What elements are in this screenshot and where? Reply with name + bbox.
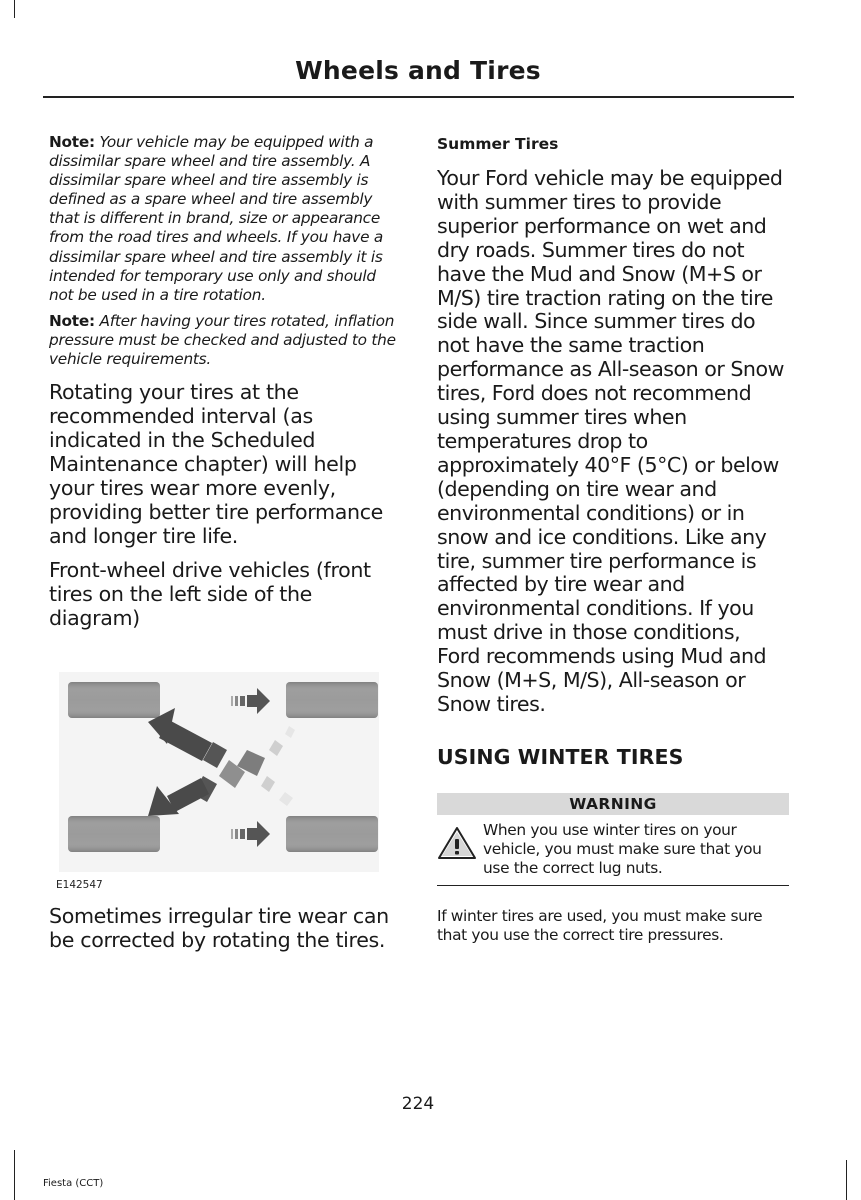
footer-model: Fiesta (CCT) — [43, 1178, 104, 1189]
rotation-paragraph: Rotating your tires at the recommended interval (as indicated in the Scheduled Maintenance chapter) will help your tires wear more evenly, providing better tire performance and longer tire life. — [49, 380, 383, 548]
left-column — [49, 133, 403, 642]
note-label: Note: — [49, 311, 95, 330]
tire-rear-left — [286, 682, 378, 718]
winter-tire-pressure-paragraph: If winter tires are used, you must make sure that you use the correct tire pressures. — [437, 906, 763, 945]
crop-mark-top-left — [14, 0, 15, 18]
tire-front-right — [68, 816, 160, 852]
note-text: After having your tires rotated, inflation pressure must be checked and adjusted to the vehicle requirements. — [49, 311, 396, 369]
tire-front-left — [68, 682, 160, 718]
irregular-wear-paragraph: Sometimes irregular tire wear can be corrected by rotating the tires. — [49, 904, 389, 952]
right-column — [437, 133, 789, 945]
note-label: Note: — [49, 133, 95, 151]
tire-rear-right — [286, 816, 378, 852]
note-text: Your vehicle may be equipped with a dissimilar spare wheel and tire assembly. A dissimilar spare wheel and tire assembly is defined as a spare wheel and tire assembly that is different in brand, size or appearance from the road tires and wheels. If you have a dissimilar spare wheel and tire assembly it is intended for temporary use only and should not be used in a tire rotation. — [49, 133, 383, 304]
page-title: Wheels and Tires — [295, 56, 541, 85]
note-inflation — [49, 312, 403, 369]
crop-mark-bottom-left — [14, 1150, 15, 1200]
note-dissimilar-spare — [49, 133, 403, 305]
warning-label: WARNING — [437, 793, 789, 815]
summer-tires-paragraph: Your Ford vehicle may be equipped with summer tires to provide superior performance on wet and dry roads. Summer tires do not have the Mud and Snow (M+S or M/S) tire traction rating on the tire side wall. Since summer tires do not have the same traction performance as All-season or Snow tires, Ford does not recommend using summer tires when temperatures drop to approximately 40°F (5°C) or below (depending on tire wear and environmental conditions) or in snow and ice conditions. Like any tire, summer tire performance is affected by tire wear and environmental conditions. If you must drive in those conditions, Ford recommends using Mud and Snow (M+S, M/S), All-season or Snow tires. — [437, 166, 784, 716]
summer-tires-heading: Summer Tires — [437, 135, 559, 153]
warning-body — [437, 815, 789, 886]
crop-mark-bottom-right — [846, 1160, 847, 1200]
diagram-code: E142547 — [56, 879, 103, 891]
warning-text: When you use winter tires on your vehicle, you must make sure that you use the correct lug nuts. — [483, 820, 762, 878]
page-number: 224 — [401, 1094, 435, 1114]
header-divider — [43, 96, 794, 98]
winter-tires-heading: USING WINTER TIRES — [437, 744, 684, 769]
front-wheel-drive-caption: Front-wheel drive vehicles (front tires on the left side of the diagram) — [49, 558, 371, 631]
tire-rotation-diagram — [49, 668, 389, 896]
warning-triangle-icon — [437, 821, 483, 864]
warning-box — [437, 793, 789, 886]
